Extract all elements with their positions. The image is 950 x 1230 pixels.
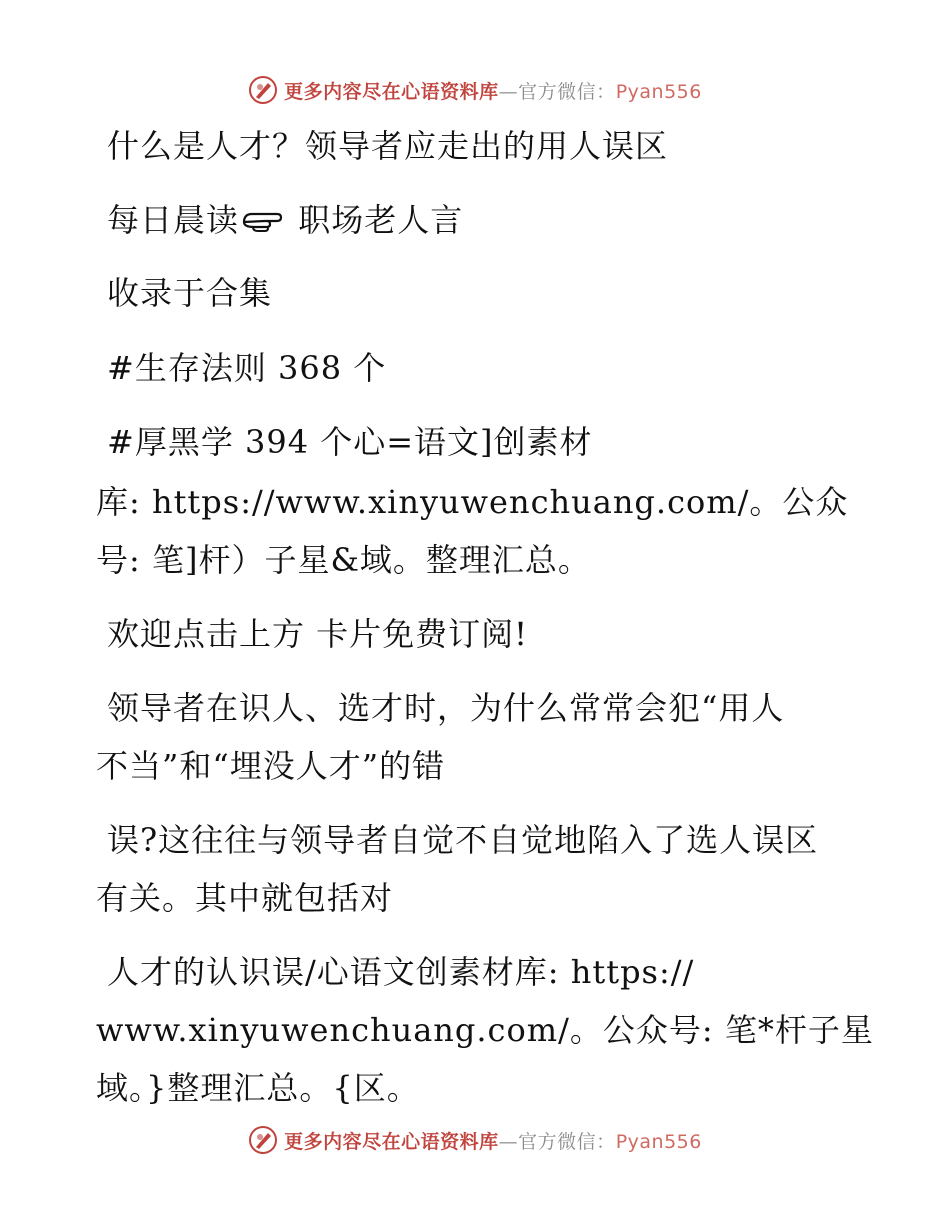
paragraph-line: 不当”和“埋没人才”的错 bbox=[96, 747, 446, 785]
paragraph-line: 人才的认识误/心语文创素材库: https:// bbox=[107, 953, 695, 991]
column-subtitle: 职场老人言 bbox=[287, 201, 464, 239]
paragraph-line: 有关。其中就包括对 bbox=[96, 879, 394, 917]
tag-survival-rules[interactable]: #生存法则 368 个 bbox=[107, 349, 387, 387]
collection-label: 收录于合集 bbox=[107, 274, 273, 312]
paragraph-line: 库: https://www.xinyuwenchuang.com/。公众 bbox=[96, 483, 849, 521]
tag-thick-black[interactable]: #厚黑学 394 个心=语文]创素材 bbox=[107, 423, 593, 461]
footer-banner bbox=[0, 1120, 950, 1160]
pen-seal-icon bbox=[248, 75, 278, 105]
banner-text: 更多内容尽在心语资料库—官方微信：Pyan556 bbox=[284, 80, 702, 103]
article-title: 什么是人才？领导者应走出的用人误区 bbox=[107, 127, 669, 165]
pointing-hand-icon bbox=[241, 208, 285, 234]
pen-seal-icon bbox=[248, 1125, 278, 1155]
header-banner bbox=[0, 70, 950, 110]
paragraph-line: 领导者在识人、选才时，为什么常常会犯“用人 bbox=[107, 689, 785, 727]
column-name: 每日晨读 bbox=[107, 201, 240, 239]
banner-text: 更多内容尽在心语资料库—官方微信：Pyan556 bbox=[284, 1130, 702, 1153]
paragraph-line: 号: 笔]杆）子星&域。整理汇总。 bbox=[96, 541, 591, 579]
paragraph-line: 域。}整理汇总。{区。 bbox=[96, 1069, 420, 1107]
paragraph-line: 误?这往往与领导者自觉不自觉地陷入了选人误区 bbox=[107, 821, 819, 859]
column-line bbox=[107, 200, 463, 240]
paragraph-line: www.xinyuwenchuang.com/。公众号: 笔*杆子星 bbox=[96, 1011, 874, 1049]
subscribe-prompt: 欢迎点击上方 卡片免费订阅! bbox=[107, 615, 529, 653]
